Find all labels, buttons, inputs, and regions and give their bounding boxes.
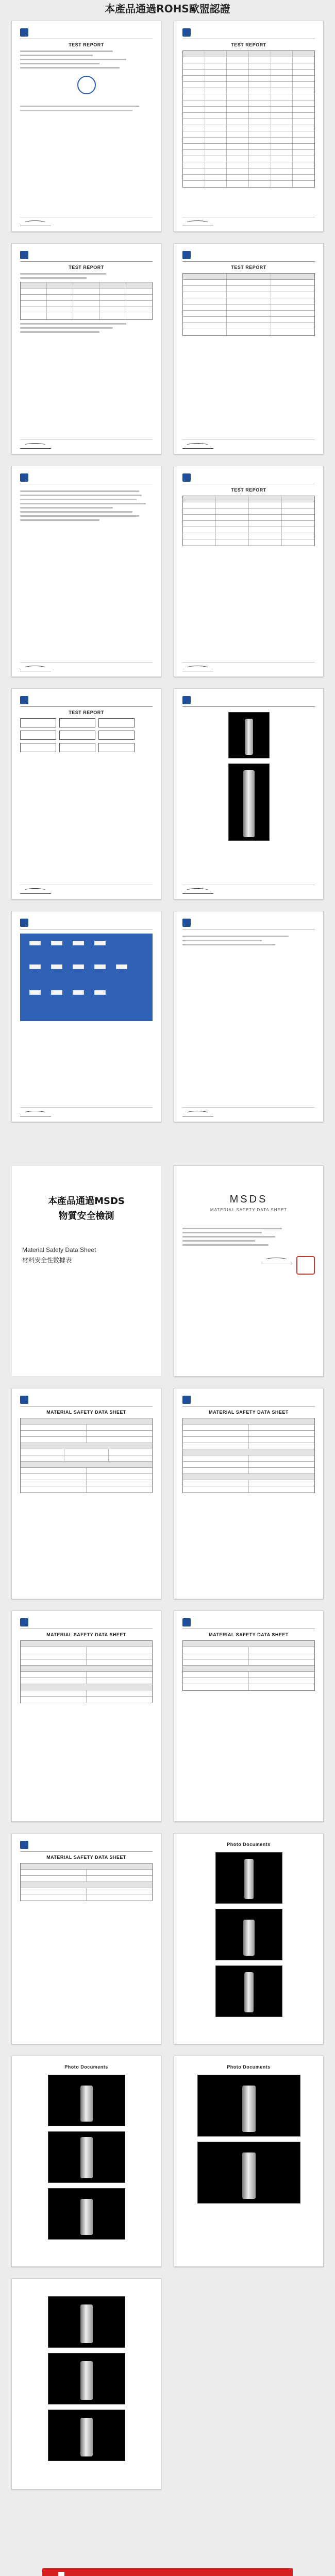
product-photo (215, 1909, 282, 1960)
signature (182, 1109, 213, 1116)
report-title: TEST REPORT (231, 265, 266, 270)
rohs-report-page (11, 688, 161, 900)
product-photo (215, 1965, 282, 2017)
photo-documents-title: Photo Documents (227, 2064, 271, 2070)
rohs-report-page (11, 21, 161, 232)
signature (20, 664, 51, 671)
test-result-table (182, 50, 315, 188)
rohs-report-page (11, 243, 161, 454)
rohs-report-page (174, 688, 324, 900)
lab-logo-icon (182, 1396, 191, 1404)
signature (182, 219, 213, 226)
rohs-report-page (174, 911, 324, 1122)
rohs-report-page (174, 466, 324, 677)
product-photo (48, 2131, 125, 2183)
lab-logo-icon (182, 251, 191, 259)
signature (182, 442, 213, 449)
signature (20, 1109, 51, 1116)
hazard-free-banner (42, 2568, 293, 2576)
sample-photo (228, 764, 270, 841)
down-arrow-icon (58, 2572, 64, 2576)
rohs-report-page (174, 21, 324, 232)
rohs-report-page (11, 911, 161, 1122)
msds-photo-page (11, 2056, 161, 2267)
rohs-banner: 本產品通過ROHS歐盟認證 (0, 2, 335, 15)
lab-logo-icon (20, 473, 28, 482)
msds-title-page (174, 1165, 324, 1377)
lab-logo-icon (20, 28, 28, 37)
msds-sheet-title: MATERIAL SAFETY DATA SHEET (46, 1632, 126, 1637)
msds-photo-page (174, 1833, 324, 2044)
sample-photo (228, 712, 270, 758)
lab-logo-icon (182, 28, 191, 37)
msds-photo-page (11, 2278, 161, 2489)
product-photo (215, 1852, 282, 1904)
msds-page (11, 1611, 161, 1822)
msds-cover-title: 本產品通過MSDS (48, 1196, 125, 1207)
signature (20, 442, 51, 449)
test-result-table (20, 282, 153, 320)
msds-section-table (182, 1640, 315, 1691)
msds-sheet-title: MATERIAL SAFETY DATA SHEET (209, 1410, 289, 1415)
lab-logo-icon (182, 696, 191, 704)
report-title: TEST REPORT (231, 42, 266, 47)
msds-page (11, 1833, 161, 2044)
report-header (20, 28, 153, 39)
product-photo (48, 2410, 125, 2461)
msds-sheet-title: MATERIAL SAFETY DATA SHEET (46, 1410, 126, 1415)
lab-logo-icon (20, 919, 28, 927)
msds-report-grid (11, 1165, 324, 2489)
product-photo (48, 2075, 125, 2126)
msds-sheet-title: MATERIAL SAFETY DATA SHEET (46, 1855, 126, 1860)
lab-logo-icon (20, 251, 28, 259)
msds-cover (11, 1165, 161, 1377)
lab-logo-icon (182, 1618, 191, 1626)
photo-documents-title: Photo Documents (227, 1842, 271, 1847)
certification-seal-icon (77, 76, 96, 94)
msds-section-table (20, 1418, 153, 1493)
signature (20, 887, 51, 894)
msds-photo-page (174, 2056, 324, 2267)
msds-big-title: MSDS (229, 1194, 268, 1205)
lab-logo-icon (182, 919, 191, 927)
rohs-report-grid (11, 21, 324, 1122)
msds-section-table (182, 1418, 315, 1493)
report-title: TEST REPORT (231, 487, 266, 493)
product-photo (48, 2188, 125, 2240)
signature (182, 887, 213, 894)
msds-cover-subtitle-zh: 材料安全性數據表 (22, 1256, 72, 1264)
msds-section-table (20, 1863, 153, 1901)
msds-section-table (20, 1640, 153, 1703)
photo-documents-title: Photo Documents (64, 2064, 108, 2070)
lab-logo-icon (20, 1396, 28, 1404)
report-title: TEST REPORT (69, 265, 104, 270)
rohs-report-page (11, 466, 161, 677)
report-title: TEST REPORT (69, 710, 104, 715)
product-photo (48, 2296, 125, 2348)
lab-logo-icon (20, 1618, 28, 1626)
msds-subtitle: MATERIAL SAFETY DATA SHEET (210, 1208, 288, 1212)
signature (20, 219, 51, 226)
test-result-table (182, 496, 315, 546)
msds-sheet-title: MATERIAL SAFETY DATA SHEET (209, 1632, 289, 1637)
lab-logo-icon (182, 473, 191, 482)
product-photo (197, 2142, 300, 2204)
rohs-report-page (174, 243, 324, 454)
msds-page (174, 1611, 324, 1822)
lab-logo-icon (20, 696, 28, 704)
product-photo (197, 2075, 300, 2137)
msds-page (174, 1388, 324, 1599)
msds-cover-subtitle-en: Material Safety Data Sheet (22, 1246, 96, 1253)
sample-plate-photo (20, 934, 153, 1021)
test-result-table (182, 273, 315, 336)
product-photo (48, 2353, 125, 2404)
signature (261, 1256, 292, 1263)
signature (182, 664, 213, 671)
msds-cover-title-2: 物質安全檢測 (58, 1210, 114, 1222)
lab-logo-icon (20, 1841, 28, 1849)
company-stamp-icon (296, 1256, 315, 1275)
msds-page (11, 1388, 161, 1599)
test-flow-chart (20, 718, 153, 752)
report-title: TEST REPORT (69, 42, 104, 47)
